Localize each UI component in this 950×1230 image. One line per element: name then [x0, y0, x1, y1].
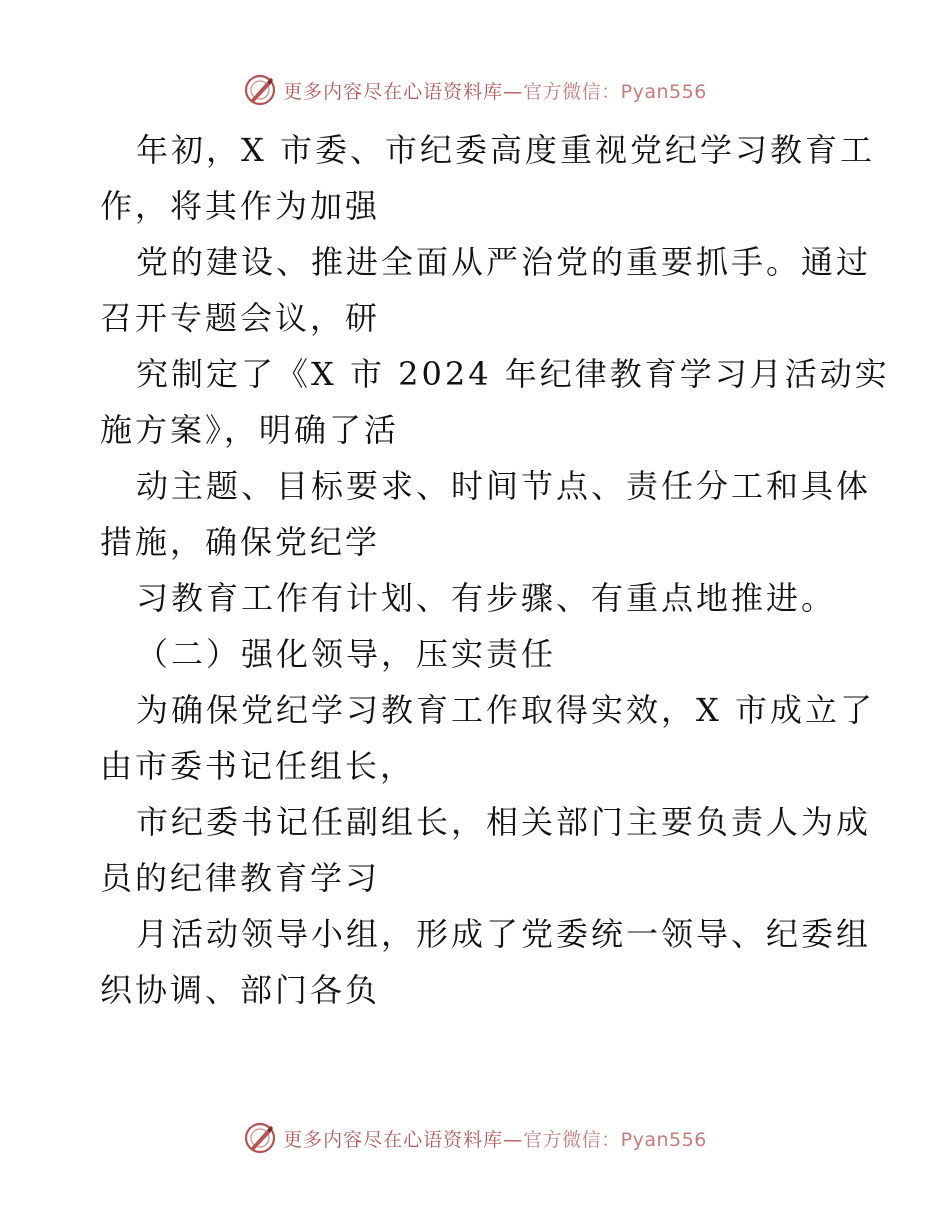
watermark-separator: —	[503, 80, 524, 103]
text-line: 究制定了《X 市 2024 年纪律教育学习月活动实	[136, 355, 890, 393]
header-watermark	[0, 70, 950, 110]
text-line: 作，将其作为加强	[100, 187, 381, 225]
quill-circle-logo-icon	[243, 73, 277, 107]
watermark-text	[283, 1125, 707, 1152]
text-line: 市纪委书记任副组长，相关部门主要负责人为成	[136, 803, 872, 841]
watermark-main-text: 更多内容尽在心语资料库	[283, 1128, 504, 1151]
text-line: 织协调、部门各负	[100, 971, 381, 1009]
text-line: （二）强化领导，压实责任	[136, 635, 557, 673]
footer-watermark	[0, 1118, 950, 1158]
watermark-separator: —	[503, 1128, 524, 1151]
text-line: 月活动领导小组，形成了党委统一领导、纪委组	[136, 915, 872, 953]
quill-circle-logo-icon	[243, 1121, 277, 1155]
text-line: 动主题、目标要求、时间节点、责任分工和具体	[136, 467, 872, 505]
document-body	[100, 122, 890, 1018]
watermark-text	[283, 77, 707, 104]
text-line: 年初，X 市委、市纪委高度重视党纪学习教育工	[136, 131, 875, 169]
text-line: 由市委书记任组长，	[100, 747, 416, 785]
watermark-contact: 官方微信：Pyan556	[523, 80, 707, 103]
text-line: 习教育工作有计划、有步骤、有重点地推进。	[136, 579, 837, 617]
text-line: 施方案》，明确了活	[100, 411, 400, 449]
watermark-main-text: 更多内容尽在心语资料库	[283, 80, 504, 103]
text-line: 员的纪律教育学习	[100, 859, 381, 897]
text-line: 召开专题会议，研	[100, 299, 381, 337]
watermark-contact: 官方微信：Pyan556	[523, 1128, 707, 1151]
text-line: 措施，确保党纪学	[100, 523, 381, 561]
text-line: 党的建设、推进全面从严治党的重要抓手。通过	[136, 243, 872, 281]
text-line: 为确保党纪学习教育工作取得实效，X 市成立了	[136, 691, 875, 729]
